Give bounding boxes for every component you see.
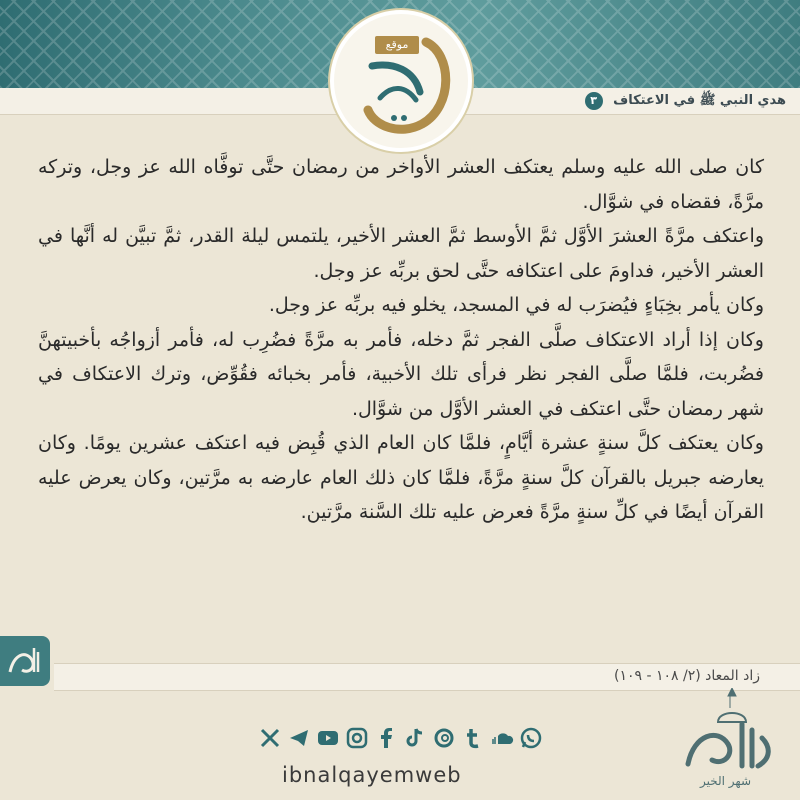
paragraph: وكان يعتكف كلَّ سنةٍ عشرة أيَّامٍ، فلمَّا كان العام الذي قُبِض فيه اعتكف عشرين يومًا. وكان يعارضه جبريل بالقرآن كلَّ سنةٍ مرَّةً، فلمَّا كان ذلك العام عارضه به مرَّتين، وكان يعرض عليه القرآن أيضًا في كلِّ سنةٍ مرَّةً فعرض عليه تلك السَّنة مرَّتين. <box>38 432 764 523</box>
logo-calligraphy-icon <box>334 14 468 148</box>
telegram-icon[interactable] <box>287 726 311 750</box>
paragraph: وكان يأمر بخِبَاءٍ فيُضرَب له في المسجد، يخلو فيه بربِّه عز وجل. <box>268 294 764 316</box>
youtube-icon[interactable] <box>316 726 340 750</box>
facebook-icon[interactable] <box>374 726 398 750</box>
paragraph: كان صلى الله عليه وسلم يعتكف العشر الأواخر من رمضان حتَّى توفَّاه الله عز وجل، وتركه مرَّةً، فقضاه في شوَّال. <box>38 156 764 213</box>
source-citation: زاد المعاد (٢/ ١٠٨ - ١٠٩) <box>614 668 760 684</box>
source-bar <box>54 663 800 691</box>
instagram-icon[interactable] <box>345 726 369 750</box>
ramadan-calligraphy-icon <box>4 642 46 680</box>
title-text: هدي النبي ﷺ في الاعتكاف <box>613 93 786 108</box>
paragraph: واعتكف مرَّةً العشرَ الأوَّل ثمَّ الأوسط ثمَّ العشر الأخير، يلتمس ليلة القدر، ثمَّ تبيَّن له أنَّها في العشر الأخير، فداومَ على اعتكافه حتَّى لحق بربِّه عز وجل. <box>38 225 764 282</box>
threads-icon[interactable] <box>432 726 456 750</box>
page-title <box>585 92 786 111</box>
soundcloud-icon[interactable] <box>490 726 514 750</box>
brand-tagline: شهر الخير <box>700 774 751 788</box>
ramadan-side-mark <box>0 636 50 686</box>
tiktok-icon[interactable] <box>403 726 427 750</box>
x-icon[interactable] <box>258 726 282 750</box>
part-number-badge: ٣ <box>585 92 603 110</box>
social-links <box>258 726 548 756</box>
site-logo[interactable] <box>330 10 472 152</box>
paragraph: وكان إذا أراد الاعتكاف صلَّى الفجر ثمَّ دخله، فأمر به مرَّةً فضُرِب له، فأمر أزواجُه بأخبيتهنَّ فضُربت، فلمَّا صلَّى الفجر نظر فرأى تلك الأخبية، فأمر بخبائه فقُوِّض، وترك الاعتكاف في شهر رمضان حتَّى اعتكف في العشر الأوَّل من شوَّال. <box>38 328 764 420</box>
logo-badge: موقع <box>375 36 419 54</box>
whatsapp-icon[interactable] <box>519 726 543 750</box>
site-handle[interactable]: ibnalqayemweb <box>282 763 462 787</box>
ramadan-brand-mark <box>672 688 792 800</box>
article-body <box>38 150 764 530</box>
tumblr-icon[interactable] <box>461 726 485 750</box>
mosque-calligraphy-icon <box>672 688 792 774</box>
